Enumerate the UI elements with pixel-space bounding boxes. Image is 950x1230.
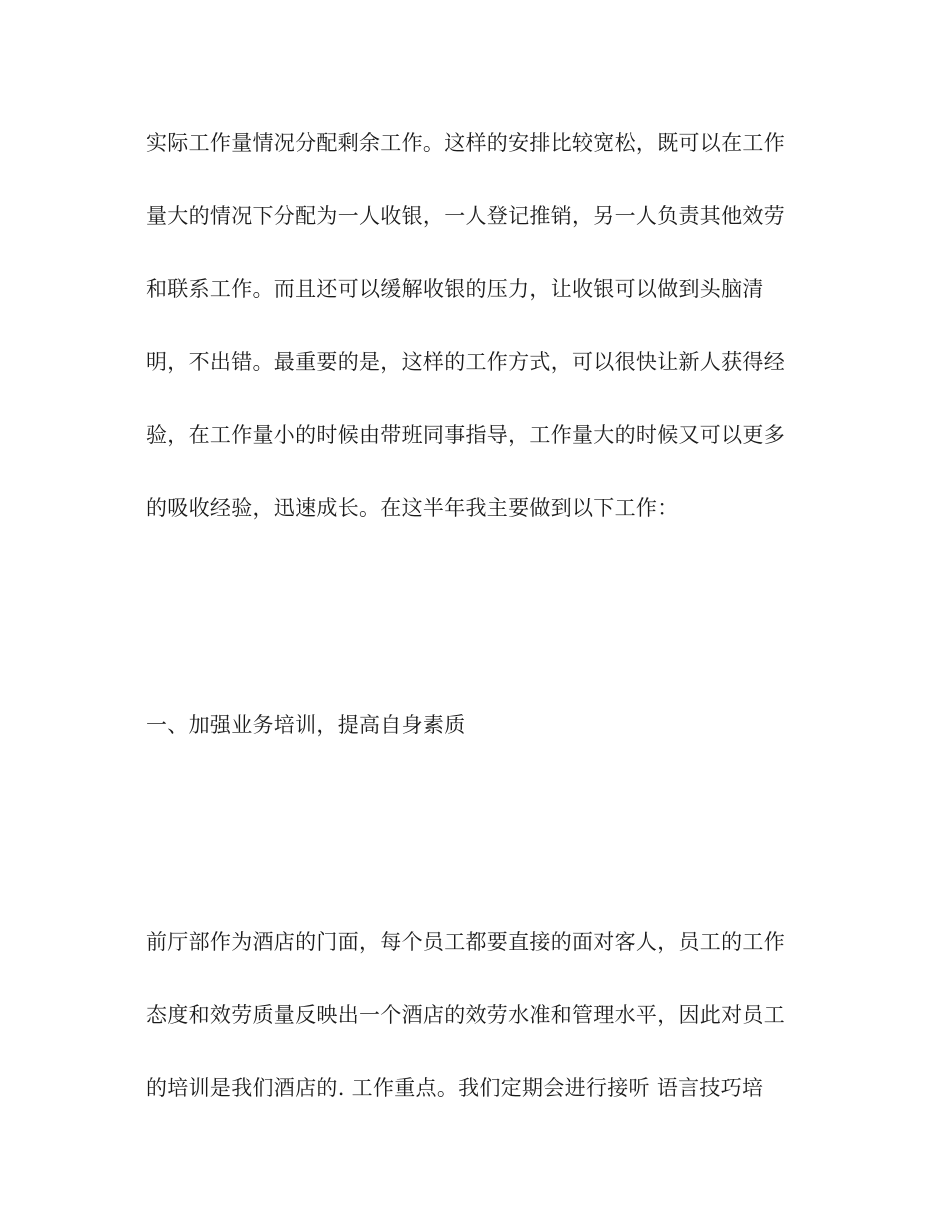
paragraph-1-line: 的吸收经验，迅速成长。在这半年我主要做到以下工作： <box>146 496 679 520</box>
paragraph-1-line: 验，在工作量小的时候由带班同事指导，工作量大的时候又可以更多 <box>146 423 785 447</box>
paragraph-2-line: 态度和效劳质量反映出一个酒店的效劳水准和管理水平，因此对员工 <box>146 1003 785 1027</box>
paragraph-2-line: 前厅部作为酒店的门面，每个员工都要直接的面对客人，员工的工作 <box>146 930 785 954</box>
paragraph-1-line: 明，不出错。最重要的是，这样的工作方式，可以很快让新人获得经 <box>146 350 785 374</box>
paragraph-2-line: 的培训是我们酒店的. 工作重点。我们定期会进行接听 语言技巧培 <box>146 1076 764 1100</box>
paragraph-1-line: 实际工作量情况分配剩余工作。这样的安排比较宽松，既可以在工作 <box>146 131 785 155</box>
section-heading: 一、加强业务培训，提高自身素质 <box>146 713 466 737</box>
paragraph-1-line: 和联系工作。而且还可以缓解收银的压力，让收银可以做到头脑清 <box>146 277 764 301</box>
paragraph-1-line: 量大的情况下分配为一人收银，一人登记推销，另一人负责其他效劳 <box>146 204 785 228</box>
